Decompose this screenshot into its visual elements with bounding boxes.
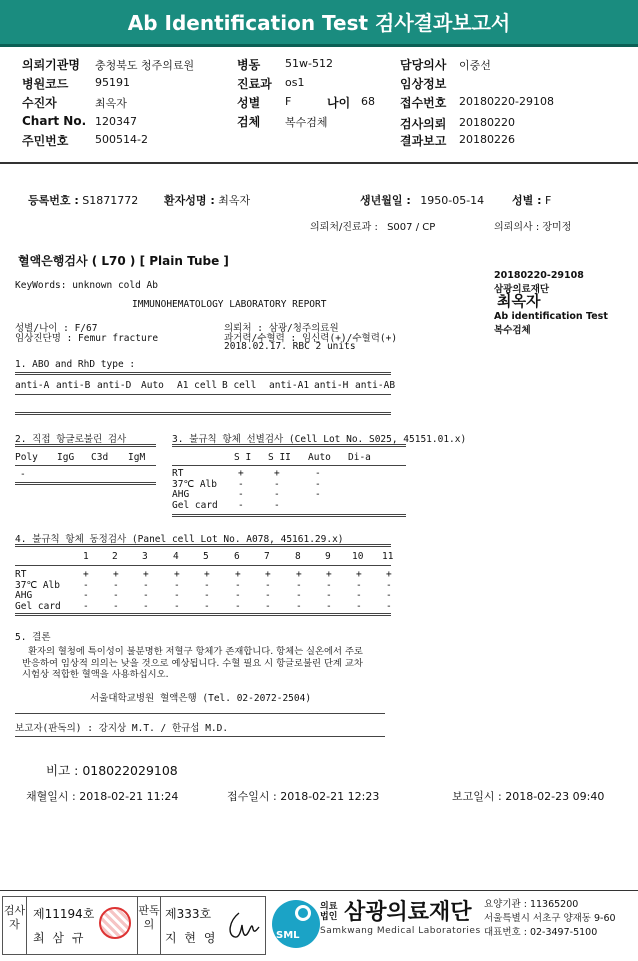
panel-cell: - bbox=[83, 600, 89, 612]
screen-header: S I bbox=[234, 452, 252, 463]
panel-cell: - bbox=[386, 579, 392, 591]
abo-header: anti-H bbox=[314, 380, 349, 391]
panel-cell: - bbox=[174, 590, 180, 601]
ward-label: 병동 bbox=[237, 58, 261, 72]
panel-cell: - bbox=[265, 600, 271, 612]
reviewer-name: 지 현 영 bbox=[165, 931, 218, 945]
signature-box bbox=[2, 896, 266, 955]
clinical-info-label: 임상정보 bbox=[400, 77, 447, 91]
age-value: 68 bbox=[361, 95, 375, 108]
panel-rule-mid bbox=[15, 565, 391, 566]
panel-cell: - bbox=[204, 590, 210, 601]
abo-header: B cell bbox=[222, 380, 257, 391]
panel-cell: - bbox=[386, 600, 392, 612]
screen-rule-top bbox=[172, 444, 406, 447]
sml-logo-text: SML bbox=[276, 930, 300, 941]
panel-header: 1 bbox=[83, 551, 89, 562]
conclusion-title: 5. 결론 bbox=[15, 632, 51, 643]
panel-header: 5 bbox=[203, 551, 209, 562]
sml-logo-icon bbox=[270, 898, 322, 950]
sex-label: 성별 bbox=[237, 96, 261, 110]
abo-header: anti-A bbox=[15, 380, 50, 391]
panel-cell: - bbox=[235, 600, 241, 612]
abo-header: A1 cell bbox=[177, 380, 218, 391]
collect-time: 채혈일시 : 2018-02-21 11:24 bbox=[26, 790, 179, 803]
report-date-label: 결과보고 bbox=[400, 134, 447, 148]
screen-cell: - bbox=[315, 468, 321, 479]
screen-rule-bottom bbox=[172, 514, 406, 517]
chart-no-value: 120347 bbox=[95, 115, 137, 128]
screen-row-label: AHG bbox=[172, 489, 190, 500]
panel-cell: + bbox=[83, 569, 89, 580]
panel-cell: - bbox=[83, 579, 89, 591]
physician-label: 담당의사 bbox=[400, 58, 447, 72]
panel-cell: - bbox=[143, 590, 149, 601]
reporter: 보고자(판독의) : 강지상 M.T. / 한규섭 M.D. bbox=[15, 723, 229, 734]
panel-cell: - bbox=[326, 579, 332, 591]
diagnosis: 임상진단명 : Femur fracture bbox=[15, 333, 159, 344]
request-date-value: 20180220 bbox=[459, 116, 515, 129]
abo-headers bbox=[15, 380, 395, 392]
abo-header: anti-AB bbox=[355, 380, 396, 391]
abo-header: anti-B bbox=[56, 380, 91, 391]
screen-section-title: 3. 불규칙 항체 선별검사 (Cell Lot No. S025, 45151.01.x) bbox=[172, 434, 467, 445]
abo-rule-top bbox=[15, 372, 391, 375]
reg-no: 등록번호 : S1871772 bbox=[28, 194, 139, 207]
accession-value: 20180220-29108 bbox=[459, 95, 554, 108]
panel-cell: - bbox=[174, 600, 180, 612]
conclusion-line: 반응하여 임상적 의의는 낮을 것으로 예상됩니다. 수혈 필요 시 항글로불린 단계 교차 bbox=[22, 657, 363, 669]
report-heading: IMMUNOHEMATOLOGY LABORATORY REPORT bbox=[132, 299, 327, 310]
panel-cell: + bbox=[296, 569, 302, 580]
dat-headers bbox=[15, 452, 155, 464]
panel-cell: - bbox=[235, 590, 241, 601]
panel-cell: + bbox=[235, 569, 241, 580]
hospital-code-label: 병원코드 bbox=[22, 77, 69, 91]
panel-cell: - bbox=[386, 590, 392, 601]
panel-rule-bottom bbox=[15, 613, 391, 616]
panel-cell: - bbox=[204, 579, 210, 591]
screen-cell: - bbox=[315, 478, 321, 490]
keywords: KeyWords: unknown cold Ab bbox=[15, 280, 158, 291]
panel-row-label: RT bbox=[15, 569, 27, 580]
dat-result: - bbox=[20, 469, 26, 480]
screen-row-label: 37℃ Alb bbox=[172, 478, 217, 490]
screen-cell: - bbox=[238, 478, 244, 490]
panel-cell: - bbox=[326, 590, 332, 601]
screen-table bbox=[172, 469, 406, 513]
abo-header: anti-D bbox=[97, 380, 132, 391]
org-prefix: 의료법인 bbox=[320, 902, 338, 922]
screen-cell: - bbox=[274, 489, 280, 500]
request-date-label: 검사의뢰 bbox=[400, 117, 447, 131]
panel-header: 4 bbox=[173, 551, 179, 562]
abo-header: anti-A1 bbox=[269, 380, 310, 391]
panel-cell: - bbox=[296, 600, 302, 612]
screen-header: S II bbox=[268, 452, 291, 463]
panel-cell: - bbox=[113, 600, 119, 612]
panel-cell: - bbox=[296, 579, 302, 591]
screen-cell: - bbox=[274, 478, 280, 490]
panel-headers bbox=[15, 551, 395, 563]
org-address: 서울특별시 서초구 양재동 9-60 bbox=[484, 913, 616, 924]
hospital-value: 충청북도 청주의료원 bbox=[95, 59, 195, 72]
dat-section-title: 2. 직접 항글로불린 검사 bbox=[15, 434, 127, 445]
abo-rule-bottom bbox=[15, 412, 391, 415]
specimen-label: 검체 bbox=[237, 115, 261, 129]
stamp-specimen: 복수검체 bbox=[494, 325, 531, 336]
footer-divider bbox=[0, 890, 638, 891]
panel-cell: - bbox=[143, 600, 149, 612]
panel-header: 9 bbox=[325, 551, 331, 562]
seal-stamp-icon bbox=[99, 907, 131, 939]
dept-info: 의뢰처/진료과 : S007 / CP bbox=[310, 222, 436, 233]
screen-cell: - bbox=[238, 499, 244, 511]
sex: 성별 : F bbox=[512, 194, 552, 207]
panel-header: 7 bbox=[264, 551, 270, 562]
panel-section-title: 4. 불규칙 항체 동정검사 (Panel cell Lot No. A078, 45161.29.x) bbox=[15, 534, 344, 545]
panel-cell: + bbox=[386, 569, 392, 580]
panel-cell: + bbox=[326, 569, 332, 580]
stamp-accession: 20180220-29108 bbox=[494, 270, 584, 281]
conclusion-line: 시험상 적합한 혈액을 사용하십시오. bbox=[22, 669, 169, 680]
panel-cell: - bbox=[235, 579, 241, 591]
panel-cell: + bbox=[113, 569, 119, 580]
panel-cell: - bbox=[265, 579, 271, 591]
org-name: 삼광의료재단 bbox=[344, 900, 472, 925]
patient-name: 환자성명 : 최옥자 bbox=[164, 194, 251, 207]
panel-header: 11 bbox=[382, 551, 394, 562]
panel-cell: - bbox=[356, 600, 362, 612]
reporter-rule-bottom bbox=[15, 736, 385, 737]
screen-cell: - bbox=[274, 499, 280, 511]
panel-cell: + bbox=[174, 569, 180, 580]
screen-row-label: RT bbox=[172, 468, 184, 479]
panel-header: 2 bbox=[112, 551, 118, 562]
referrer: 의뢰처 : 삼광/청주의료원 bbox=[224, 323, 339, 334]
sex-value: F bbox=[285, 95, 292, 108]
conclusion-text bbox=[22, 646, 363, 681]
panel-cell: - bbox=[204, 600, 210, 612]
reviewer-label: 판독의 bbox=[137, 897, 161, 954]
stamp-org: 삼광의료재단 bbox=[494, 284, 550, 295]
dat-rule-mid bbox=[15, 465, 156, 466]
panel-cell: - bbox=[265, 590, 271, 601]
abo-header: Auto bbox=[141, 380, 164, 391]
inspector-label: 검사자 bbox=[3, 897, 27, 954]
abo-rule-mid bbox=[15, 394, 391, 395]
inspector-name: 최 삼 규 bbox=[33, 931, 86, 945]
dat-rule-bottom bbox=[15, 482, 156, 485]
panel-header: 8 bbox=[295, 551, 301, 562]
resident-no-value: 500514-2 bbox=[95, 133, 148, 146]
org-phone: 대표번호 : 02-3497-5100 bbox=[484, 927, 598, 938]
panel-row-label: AHG bbox=[15, 590, 33, 601]
stamp-test: Ab identification Test bbox=[494, 311, 608, 322]
panel-cell: - bbox=[356, 590, 362, 601]
panel-header: 6 bbox=[234, 551, 240, 562]
dat-header: Poly bbox=[15, 452, 38, 463]
dat-header: IgM bbox=[128, 452, 146, 463]
receive-time: 접수일시 : 2018-02-21 12:23 bbox=[227, 790, 380, 803]
transfusion: 2018.02.17. RBC 2 units bbox=[224, 341, 356, 352]
specimen-value: 복수검체 bbox=[285, 116, 328, 129]
accession-label: 접수번호 bbox=[400, 96, 447, 110]
panel-cell: + bbox=[143, 569, 149, 580]
panel-cell: - bbox=[326, 600, 332, 612]
patient-label: 수진자 bbox=[22, 96, 57, 110]
department-value: os1 bbox=[285, 76, 305, 89]
dat-header: IgG bbox=[57, 452, 75, 463]
ward-value: 51w-512 bbox=[285, 57, 333, 70]
screen-cell: + bbox=[274, 468, 280, 479]
chart-no-label: Chart No. bbox=[22, 114, 87, 128]
abo-section-title: 1. ABO and RhD type : bbox=[15, 359, 136, 370]
screen-headers bbox=[172, 452, 406, 464]
reviewer-license: 제333호 bbox=[165, 907, 212, 921]
screen-header: Di-a bbox=[348, 452, 371, 463]
panel-header: 10 bbox=[352, 551, 364, 562]
report-date-value: 20180226 bbox=[459, 133, 515, 146]
org-code: 요양기관 : 11365200 bbox=[484, 899, 579, 910]
screen-cell: - bbox=[238, 489, 244, 500]
hospital-line: 서울대학교병원 혈액은행 (Tel. 02-2072-2504) bbox=[90, 693, 312, 704]
panel-cell: + bbox=[204, 569, 210, 580]
panel-cell: - bbox=[296, 590, 302, 601]
reporter-rule-top bbox=[15, 713, 385, 714]
panel-row-label: 37℃ Alb bbox=[15, 579, 60, 591]
inspector-license: 제11194호 bbox=[33, 907, 95, 921]
panel-rule-top bbox=[15, 544, 391, 547]
dat-rule-top bbox=[15, 444, 156, 447]
panel-cell: - bbox=[174, 579, 180, 591]
panel-cell: - bbox=[356, 579, 362, 591]
history: 과거력/수혈력 : 임신력(+)/수혈력(+) bbox=[224, 333, 398, 344]
patient-value: 최옥자 bbox=[95, 97, 127, 110]
panel-cell: - bbox=[113, 590, 119, 601]
hospital-code-value: 95191 bbox=[95, 76, 130, 89]
panel-cell: + bbox=[265, 569, 271, 580]
screen-rule-mid bbox=[172, 465, 406, 466]
org-info bbox=[484, 898, 616, 940]
panel-cell: - bbox=[143, 579, 149, 591]
physician-value: 이중선 bbox=[459, 59, 491, 72]
dat-header: C3d bbox=[91, 452, 109, 463]
screen-header: Auto bbox=[308, 452, 331, 463]
header-divider bbox=[0, 162, 638, 164]
resident-no-label: 주민번호 bbox=[22, 134, 69, 148]
screen-cell: - bbox=[315, 489, 321, 500]
org-english: Samkwang Medical Laboratories bbox=[320, 926, 481, 936]
age-label: 나이 bbox=[327, 96, 351, 110]
screen-row-label: Gel card bbox=[172, 499, 218, 511]
report-time: 보고일시 : 2018-02-23 09:40 bbox=[452, 790, 605, 803]
sex-age: 성별/나이 : F/67 bbox=[15, 323, 98, 334]
stamp-patient: 최옥자 bbox=[497, 292, 541, 310]
signature-icon bbox=[225, 909, 261, 943]
panel-row-label: Gel card bbox=[15, 600, 61, 612]
exam-title: 혈액은행검사 ( L70 ) [ Plain Tube ] bbox=[18, 254, 229, 268]
panel-table bbox=[15, 570, 395, 614]
conclusion-line: 환자의 혈청에 특이성이 불분명한 저혈구 항체가 존재합니다. 항체는 실온에서 주로 bbox=[28, 646, 363, 657]
panel-cell: - bbox=[113, 579, 119, 591]
panel-cell: - bbox=[83, 590, 89, 601]
panel-cell: + bbox=[356, 569, 362, 580]
screen-cell: + bbox=[238, 468, 244, 479]
panel-header: 3 bbox=[142, 551, 148, 562]
department-label: 진료과 bbox=[237, 77, 272, 91]
requesting-doctor: 의뢰의사 : 장미정 bbox=[494, 222, 572, 233]
dob: 생년월일 : 1950-05-14 bbox=[360, 194, 485, 207]
hospital-label: 의뢰기관명 bbox=[22, 58, 80, 72]
report-title: Ab Identification Test 검사결과보고서 bbox=[0, 0, 638, 47]
bigo: 비고 : 018022029108 bbox=[46, 763, 178, 778]
